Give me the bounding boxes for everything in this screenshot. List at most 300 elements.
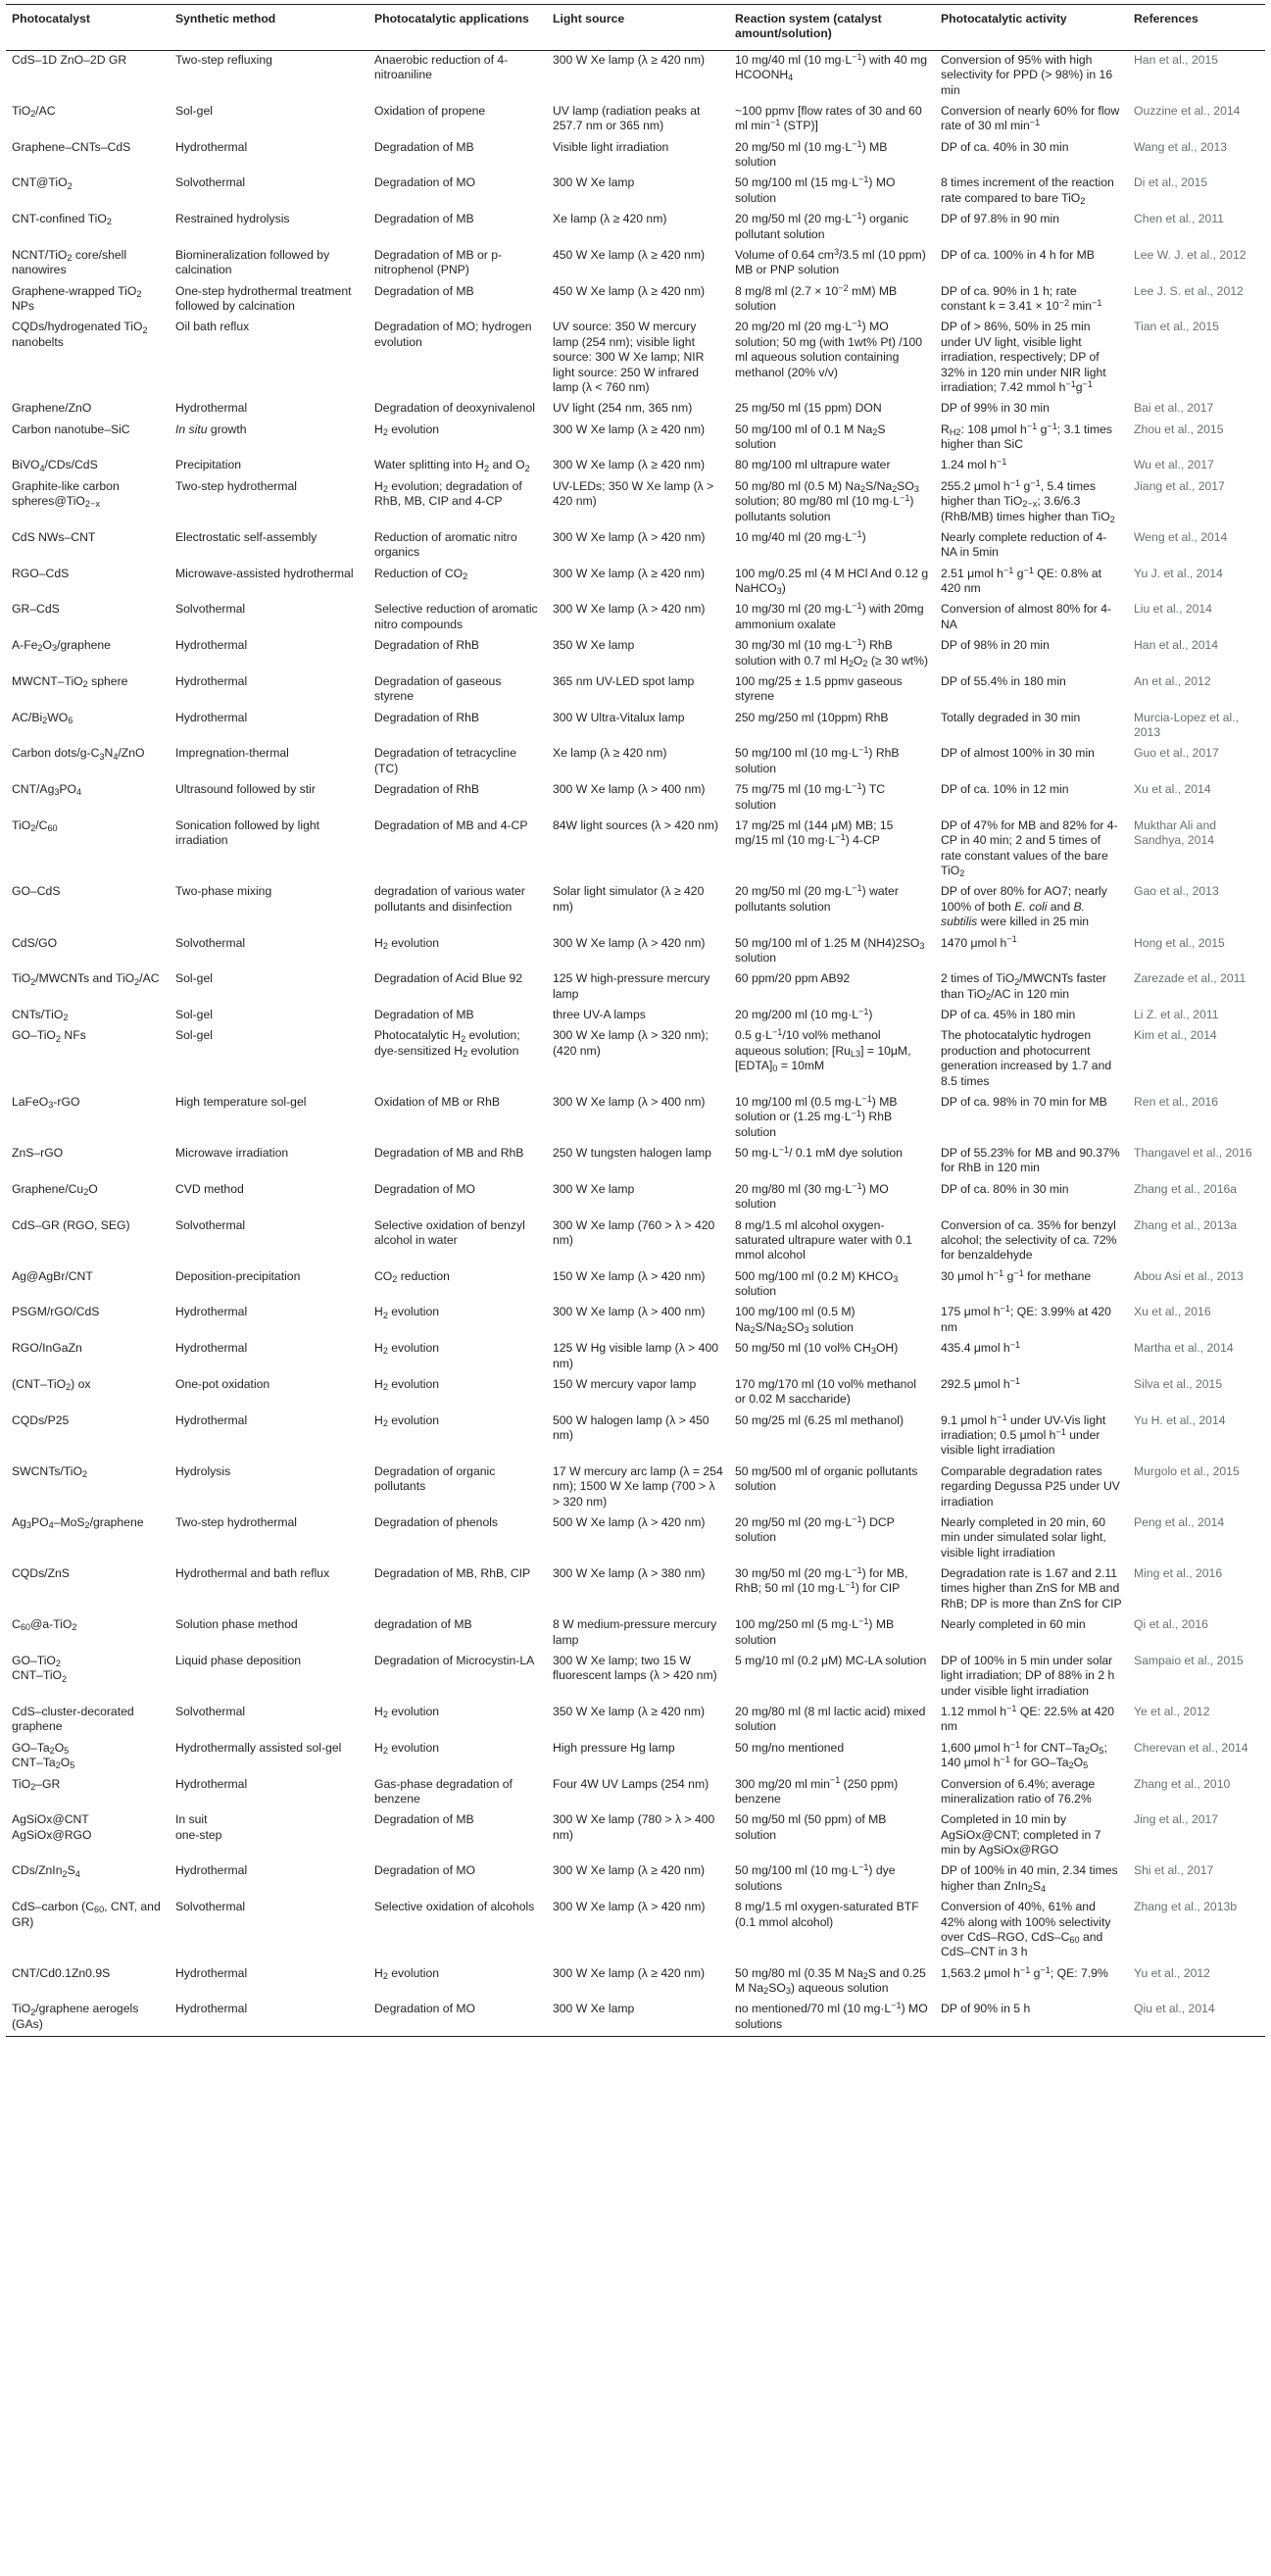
cell-reaction-system: ~100 ppmv [flow rates of 30 and 60 ml $\min^{-1} (STP)$] xyxy=(735,103,922,133)
cell-photocatalyst: CNT-confined TiO$_2$ xyxy=(12,212,112,227)
cell-photocatalyst: $GO-Ta_2O_5$ CNT–$Ta_2O_5$ xyxy=(12,1740,75,1771)
table-row xyxy=(6,1775,1265,1811)
cell-light-source: 8 W medium-pressure mercury lamp xyxy=(553,1617,717,1647)
table-row xyxy=(6,565,1265,601)
cell-applications: $H_2$ evolution; degradation of RhB, MB, CIP and 4-CP xyxy=(374,478,522,509)
cell-reference: Yu H. et al., 2014 xyxy=(1134,1412,1226,1427)
cell-applications: Selective oxidation of alcohols xyxy=(374,1900,535,1914)
cell-reaction-system: 10 mg/100 ml (0.5 $mg\cdot L^{-1}$) MB solution or (1.25 $mg\cdot L^{-1}$) RhB solution xyxy=(735,1093,898,1139)
cell-applications: Degradation of Microcystin-LA xyxy=(374,1653,535,1667)
cell-activity: 1.24 mol $h^{-1}$ xyxy=(941,457,1007,472)
table-row xyxy=(6,934,1265,970)
table-row xyxy=(6,1375,1265,1412)
cell-light-source: 300 W Xe lamp (λ > 420 nm) xyxy=(553,1900,706,1914)
cell-activity: Conversion of nearly 60% for flow rate of 30 ml $\min^{-1}$ xyxy=(941,103,1120,133)
cell-applications: Degradation of MO xyxy=(368,2000,547,2036)
cell-synthetic-method: Microwave-assisted hydrothermal xyxy=(175,566,354,580)
cell-light-source: Xe lamp (λ ≥ 420 nm) xyxy=(553,746,667,761)
cell-applications: Degradation of RhB xyxy=(374,710,480,724)
cell-applications: degradation of MB xyxy=(374,1617,472,1632)
cell-light-source: 365 nm UV-LED spot lamp xyxy=(553,673,695,688)
cell-synthetic-method: Hydrolysis xyxy=(175,1463,231,1478)
cell-reaction-system: 20 mg/80 ml (8 ml lactic acid) mixed solution xyxy=(735,1705,926,1734)
cell-reference: Li Z. et al., 2011 xyxy=(1134,1008,1219,1021)
cell-light-source: High pressure Hg lamp xyxy=(553,1740,675,1755)
cell-light-source: three UV-A lamps xyxy=(553,1008,646,1021)
cell-synthetic-method: Liquid phase deposition xyxy=(175,1653,302,1667)
cell-synthetic-method: Two-step hydrothermal xyxy=(175,478,297,493)
cell-activity: 1470 μmol $h^{-1}$ xyxy=(941,934,1017,950)
cell-reaction-system: 20 mg/50 ml (20 $mg\cdot L^{-1}$) DCP solution xyxy=(735,1513,895,1545)
cell-applications: $H_2$ evolution xyxy=(374,1965,440,1981)
table-row xyxy=(6,1303,1265,1339)
cell-activity: DP of 100% in 5 min under solar light irradiation; DP of 88% in 2 h under visible light irradiation xyxy=(941,1653,1115,1698)
table-row xyxy=(6,456,1265,476)
cell-light-source: 450 W Xe lamp (λ ≥ 420 nm) xyxy=(553,283,706,298)
cell-synthetic-method: Solvothermal xyxy=(175,175,246,190)
header-light-source: Light source xyxy=(547,5,729,51)
cell-light-source: 17 W mercury arc lamp (λ = 254 nm); 1500 W Xe lamp (700 > λ > 320 nm) xyxy=(553,1463,723,1509)
cell-photocatalyst: Graphite-like carbon spheres@TiO$_{2-x}$ xyxy=(12,478,120,510)
cell-activity: 1.12 mmol $h^{-1}$ QE: 22.5% at 420 nm xyxy=(941,1703,1115,1734)
cell-reference: Lee W. J. et al., 2012 xyxy=(1134,247,1247,262)
cell-photocatalyst: CNT/Cd0.1Zn0.9S xyxy=(12,1965,111,1980)
cell-reference: Guo et al., 2017 xyxy=(1134,746,1219,761)
cell-reaction-system: 25 mg/50 ml (15 ppm) DON xyxy=(735,401,882,416)
cell-light-source: UV lamp (radiation peaks at 257.7 nm or 365 nm) xyxy=(553,103,701,133)
cell-activity: Conversion of 6.4%; average mineralization ratio of 76.2% xyxy=(941,1776,1096,1806)
cell-synthetic-method: Hydrothermal xyxy=(175,1965,248,1980)
cell-reaction-system: 50 mg/500 ml of organic pollutants solution xyxy=(735,1463,918,1494)
cell-reaction-system: 60 ppm/20 ppm AB92 xyxy=(735,971,851,986)
cell-activity: $R_{H2}$: 108 μmol $h^{-1}$ $g^{-1}$; 3.1 times higher than SiC xyxy=(941,421,1113,451)
cell-reference: Sampaio et al., 2015 xyxy=(1134,1653,1244,1667)
cell-photocatalyst: CNT/$Ag_3PO_4$ xyxy=(12,782,82,798)
cell-activity: 30 μmol $h^{-1}$ $g^{-1}$ for methane xyxy=(941,1267,1092,1283)
cell-photocatalyst: CQDs/hydrogenated TiO$_2$ nanobelts xyxy=(12,320,148,349)
cell-applications: $CO_2$ reduction xyxy=(374,1268,450,1284)
cell-photocatalyst: (CNT–TiO$_2$) ox xyxy=(12,1376,91,1393)
cell-reference: Tian et al., 2015 xyxy=(1134,320,1219,334)
header-reference: References xyxy=(1128,5,1265,51)
table-row xyxy=(6,1216,1265,1267)
cell-reaction-system: 0.5 $g\cdot L^{-1}/10$ vol% methanol aqueous solution; $[Ru_{L3}] = 10\mu M$, $[EDTA]_0 = 10mM$ xyxy=(735,1027,911,1074)
cell-reference: Zarezade et al., 2011 xyxy=(1134,971,1247,986)
cell-photocatalyst: Carbon nanotube–SiC xyxy=(12,421,130,436)
cell-synthetic-method: Hydrothermal xyxy=(175,1863,248,1878)
table-row xyxy=(6,882,1265,933)
table-row xyxy=(6,1739,1265,1775)
cell-reaction-system: 250 mg/250 ml (10ppm) RhB xyxy=(735,710,889,724)
cell-applications: Selective reduction of aromatic nitro compounds xyxy=(374,602,538,631)
cell-synthetic-method: Two-step hydrothermal xyxy=(175,1514,297,1529)
header-photocatalyst: Photocatalyst xyxy=(6,5,170,51)
cell-synthetic-method: Deposition-precipitation xyxy=(175,1268,301,1283)
cell-reference: Peng et al., 2014 xyxy=(1134,1514,1225,1529)
cell-applications: degradation of various water pollutants and disinfection xyxy=(374,884,525,914)
cell-light-source: 300 W Xe lamp xyxy=(553,175,635,190)
cell-reference: Hong et al., 2015 xyxy=(1134,935,1225,950)
cell-applications: Degradation of RhB xyxy=(374,782,480,797)
table-row xyxy=(6,528,1265,565)
cell-light-source: Four 4W UV Lamps (254 nm) xyxy=(553,1776,709,1791)
cell-reaction-system: 20 mg/50 ml (10 $mg\cdot L^{-1}$) MB solution xyxy=(735,138,888,169)
table-row xyxy=(6,282,1265,319)
cell-reference: Zhang et al., 2013b xyxy=(1134,1900,1238,1914)
photocatalyst-table xyxy=(6,4,1265,2037)
cell-photocatalyst: CdS–1D ZnO–2D GR xyxy=(12,52,127,67)
cell-synthetic-method: CVD method xyxy=(175,1181,244,1196)
cell-synthetic-method: Oil bath reflux xyxy=(175,320,250,334)
table-row xyxy=(6,1462,1265,1513)
cell-reference: Bai et al., 2017 xyxy=(1134,401,1214,416)
cell-reaction-system: 170 mg/170 ml (10 vol% methanol or 0.02 M saccharide) xyxy=(735,1376,916,1407)
cell-light-source: Solar light simulator (λ ≥ 420 nm) xyxy=(553,884,705,914)
cell-reference: Shi et al., 2017 xyxy=(1134,1863,1214,1878)
cell-light-source: Visible light irradiation xyxy=(553,139,669,154)
cell-activity: 292.5 μmol $h^{-1}$ xyxy=(941,1375,1021,1391)
cell-reference: Qiu et al., 2014 xyxy=(1128,2000,1265,2036)
cell-applications: Degradation of MO; hydrogen evolution xyxy=(374,320,532,349)
cell-reaction-system: 80 mg/100 ml ultrapure water xyxy=(735,458,891,472)
cell-photocatalyst: CdS–cluster-decorated graphene xyxy=(12,1705,134,1734)
cell-photocatalyst: GO–TiO$_2$ CNT–TiO$_2$ xyxy=(12,1653,68,1684)
cell-photocatalyst: MWCNT–TiO$_2$ sphere xyxy=(12,673,128,690)
cell-photocatalyst: CNT@TiO$_2$ xyxy=(12,175,73,191)
cell-light-source: 300 W Ultra-Vitalux lamp xyxy=(553,710,685,724)
cell-reference: Ye et al., 2012 xyxy=(1134,1705,1210,1718)
cell-photocatalyst: LaFeO$_3$-rGO xyxy=(12,1094,80,1111)
cell-photocatalyst: CDs/$ZnIn_2S_4$ xyxy=(12,1863,80,1879)
cell-photocatalyst: CdS–GR (RGO, SEG) xyxy=(12,1217,130,1232)
cell-reaction-system: 100 mg/100 ml (0.5 M) $Na_2S/Na_2SO_3$ solution xyxy=(735,1305,855,1336)
cell-applications: Gas-phase degradation of benzene xyxy=(374,1776,513,1806)
cell-activity: Conversion of ca. 35% for benzyl alcohol; the selectivity of ca. 72% for benzaldehyde xyxy=(941,1217,1117,1263)
cell-activity: DP of 55.23% for MB and 90.37% for RhB in 120 min xyxy=(941,1146,1120,1175)
cell-reference: Wang et al., 2013 xyxy=(1134,139,1228,154)
cell-applications: Degradation of MO xyxy=(374,1181,475,1196)
cell-photocatalyst: AgSiOx@CNT AgSiOx@RGO xyxy=(12,1812,92,1842)
cell-light-source: 300 W Xe lamp (λ ≥ 420 nm) xyxy=(553,1863,706,1878)
cell-photocatalyst: GO–CdS xyxy=(12,884,61,899)
cell-synthetic-method: Two-phase mixing xyxy=(175,884,272,899)
cell-activity: 2.51 μmol $h^{-1}$ $g^{-1}$ QE: 0.8% at 420 nm xyxy=(941,565,1102,595)
cell-activity: Conversion of 40%, 61% and 42% along with 100% selectivity over CdS–RGO, CdS–$C_{60}$ and CdS–CNT in 3 h xyxy=(941,1900,1111,1959)
table-row xyxy=(6,1026,1265,1093)
cell-applications: $H_2$ evolution xyxy=(374,1305,440,1320)
cell-synthetic-method: Hydrothermal and bath reflux xyxy=(175,1566,330,1580)
cell-reaction-system: 50 mg/100 ml (15 $mg\cdot L^{-1}$) MO solution xyxy=(735,174,896,205)
table-row xyxy=(6,1267,1265,1304)
cell-photocatalyst: NCNT/TiO$_2$ core/shell nanowires xyxy=(12,247,127,277)
cell-reaction-system: 50 $mg\cdot L^{-1}/$ 0.1 mM dye solution xyxy=(735,1144,903,1160)
cell-activity: Conversion of 95% with high selectivity for PPD (> 98%) in 16 min xyxy=(941,52,1113,97)
cell-activity: Conversion of almost 80% for 4-NA xyxy=(941,602,1112,631)
cell-activity: 8 times increment of the reaction rate compared to bare TiO$_2$ xyxy=(941,175,1114,207)
table-row xyxy=(6,1615,1265,1652)
cell-reference: Ren et al., 2016 xyxy=(1134,1094,1219,1109)
cell-photocatalyst: $A-Fe_2O_3$/graphene xyxy=(12,638,111,654)
cell-reaction-system: 50 mg/80 ml (0.35 M $Na_2S$ and 0.25 M $Na_2SO_3$) aqueous solution xyxy=(735,1965,926,1997)
cell-applications: Degradation of MO xyxy=(374,1863,475,1878)
cell-synthetic-method: Solvothermal xyxy=(175,602,246,617)
table-row xyxy=(6,210,1265,246)
cell-activity: DP of ca. 80% in 30 min xyxy=(941,1181,1069,1196)
cell-photocatalyst: Graphene-wrapped TiO$_2$ NPs xyxy=(12,283,142,313)
cell-light-source: Xe lamp (λ ≥ 420 nm) xyxy=(553,212,667,226)
cell-activity: 1,600 μmol $h^{-1}$ for CNT–$Ta_2O_5$; 140 μmol $h^{-1}$ for $GO-Ta_2O_5$ xyxy=(941,1739,1107,1771)
cell-photocatalyst: $AC/Bi_2WO_6$ xyxy=(12,710,73,725)
cell-activity: Nearly completed in 60 min xyxy=(941,1617,1086,1632)
table-row xyxy=(6,173,1265,210)
cell-reference: Yu J. et al., 2014 xyxy=(1134,566,1223,580)
cell-light-source: 150 W mercury vapor lamp xyxy=(553,1376,697,1391)
cell-synthetic-method: Hydrothermal xyxy=(175,1341,248,1356)
cell-reaction-system: 75 mg/75 ml (10 $mg\cdot L^{-1}$) TC solution xyxy=(735,781,886,812)
cell-applications: Degradation of MB xyxy=(374,139,474,154)
cell-applications: $H_2$ evolution xyxy=(374,1705,440,1720)
cell-light-source: 300 W Xe lamp (λ ≥ 420 nm) xyxy=(553,566,706,580)
cell-photocatalyst: CQDs/P25 xyxy=(12,1412,70,1427)
table-row xyxy=(6,1180,1265,1216)
cell-photocatalyst: RGO–CdS xyxy=(12,566,70,580)
cell-activity: DP of 99% in 30 min xyxy=(941,401,1050,416)
cell-reaction-system: 50 mg/100 ml of 0.1 M $Na_2S$ solution xyxy=(735,421,886,451)
cell-photocatalyst: Graphene/$Cu_2O$ xyxy=(12,1181,98,1198)
cell-applications: Degradation of MB xyxy=(374,283,474,298)
cell-light-source: 350 W Xe lamp (λ ≥ 420 nm) xyxy=(553,1705,706,1718)
cell-applications: Degradation of organic pollutants xyxy=(374,1463,496,1494)
cell-photocatalyst: TiO$_2$/AC xyxy=(12,103,56,120)
cell-reference: Silva et al., 2015 xyxy=(1134,1376,1223,1391)
cell-light-source: 300 W Xe lamp (760 > λ > 420 nm) xyxy=(553,1217,715,1247)
cell-reaction-system: 5 mg/10 ml (0.2 μM) MC-LA solution xyxy=(735,1653,927,1667)
cell-synthetic-method: Hydrothermally assisted sol-gel xyxy=(175,1740,342,1755)
cell-synthetic-method: In suit one-step xyxy=(175,1812,222,1842)
table-row xyxy=(6,780,1265,817)
cell-light-source: UV-LEDs; 350 W Xe lamp (λ > 420 nm) xyxy=(553,478,714,509)
cell-reaction-system: 10 mg/30 ml (20 $mg\cdot L^{-1}$) with 20mg ammonium oxalate xyxy=(735,601,924,631)
cell-reaction-system: 10 mg/40 ml (20 $mg\cdot L^{-1}$) xyxy=(735,528,866,544)
cell-synthetic-method: Hydrothermal xyxy=(175,673,248,688)
cell-photocatalyst: TiO$_2$/MWCNTs and TiO$_2$/AC xyxy=(12,971,160,987)
cell-reference: Lee J. S. et al., 2012 xyxy=(1134,283,1244,298)
cell-light-source: 300 W Xe lamp (780 > λ > 400 nm) xyxy=(553,1812,715,1842)
cell-activity: 1,563.2 μmol $h^{-1}$ $g^{-1}$; QE: 7.9% xyxy=(941,1964,1108,1980)
cell-activity: Completed in 10 min by AgSiOx@CNT; completed in 7 min by AgSiOx@RGO xyxy=(941,1812,1101,1857)
table-row xyxy=(6,1703,1265,1739)
cell-applications: $H_2$ evolution xyxy=(374,1376,440,1393)
table-row xyxy=(6,1898,1265,1964)
cell-reaction-system: 10 mg/40 ml (10 $mg\cdot L^{-1}$) with 40 mg $HCOONH_4$ xyxy=(735,51,928,83)
cell-synthetic-method: Microwave irradiation xyxy=(175,1146,289,1160)
table-row xyxy=(6,1810,1265,1861)
cell-synthetic-method: Electrostatic self-assembly xyxy=(175,529,318,544)
cell-reaction-system: 300 mg/20 ml $\min^{-1} (250$ ppm) benzene xyxy=(735,1775,899,1806)
cell-reference: Zhang et al., 2016a xyxy=(1134,1181,1238,1196)
cell-synthetic-method: Hydrothermal xyxy=(175,638,248,653)
cell-reaction-system: no mentioned/70 ml (10 $mg\cdot L^{-1}$) MO solutions xyxy=(729,2000,935,2036)
cell-activity: DP of ca. 40% in 30 min xyxy=(941,139,1069,154)
cell-light-source: 300 W Xe lamp; two 15 W fluorescent lamps (λ > 420 nm) xyxy=(553,1653,717,1683)
cell-light-source: UV light (254 nm, 365 nm) xyxy=(553,401,693,416)
cell-light-source: 300 W Xe lamp (λ > 400 nm) xyxy=(553,1094,706,1109)
cell-applications: Photocatalytic $H_2$ evolution; dye-sensitized $H_2$ evolution xyxy=(374,1028,520,1060)
cell-reaction-system: 20 mg/50 ml (20 $mg\cdot L^{-1}$) organic pollutant solution xyxy=(735,211,909,241)
cell-synthetic-method: Two-step refluxing xyxy=(175,52,272,67)
cell-applications: Degradation of MB and RhB xyxy=(374,1146,524,1160)
cell-applications: Selective oxidation of benzyl alcohol in water xyxy=(374,1217,525,1247)
cell-reaction-system: 8 mg/1.5 ml alcohol oxygen-saturated ultrapure water with 0.1 mmol alcohol xyxy=(735,1217,912,1263)
cell-applications: Degradation of RhB xyxy=(374,638,480,653)
cell-activity: DP of 90% in 5 h xyxy=(935,2000,1128,2036)
table-row xyxy=(6,636,1265,672)
cell-applications: $H_2$ evolution xyxy=(374,935,440,951)
cell-activity: DP of 100% in 40 min, 2.34 times higher than $ZnIn_2S_4$ xyxy=(941,1863,1118,1895)
table-header-row xyxy=(6,5,1265,51)
cell-activity: DP of over 80% for AO7; nearly 100% of both E. coli and B. subtilis were killed in 25 min xyxy=(941,884,1107,929)
cell-applications: Oxidation of MB or RhB xyxy=(374,1094,501,1109)
cell-photocatalyst: Graphene–CNTs–CdS xyxy=(12,139,131,154)
cell-synthetic-method: Hydrothermal xyxy=(175,1412,248,1427)
cell-light-source: 300 W Xe lamp xyxy=(547,2000,729,2036)
cell-applications: Degradation of MB xyxy=(374,1008,474,1021)
table-row xyxy=(6,744,1265,780)
cell-reaction-system: 20 mg/20 ml (20 $mg\cdot L^{-1}$) MO solution; 50 mg (with 1wt% Pt) /100 ml aqueous solution containing methanol (20% v/v) xyxy=(735,319,923,379)
cell-light-source: 300 W Xe lamp (λ > 420 nm) xyxy=(553,602,706,617)
cell-photocatalyst: RGO/InGaZn xyxy=(12,1341,82,1356)
cell-photocatalyst: CdS/GO xyxy=(12,935,58,950)
cell-activity: Totally degraded in 30 min xyxy=(941,710,1081,724)
table-row xyxy=(6,102,1265,138)
cell-activity: Comparable degradation rates regarding Degussa P25 under UV irradiation xyxy=(941,1463,1120,1509)
cell-light-source: 84W light sources (λ > 420 nm) xyxy=(553,817,719,832)
cell-photocatalyst: $TiO_2/C_{60}$ xyxy=(12,817,58,834)
cell-reference: An et al., 2012 xyxy=(1134,673,1211,688)
cell-synthetic-method: Solvothermal xyxy=(175,1900,246,1914)
cell-reference: Han et al., 2014 xyxy=(1134,638,1219,653)
cell-activity: 435.4 μmol $h^{-1}$ xyxy=(941,1340,1021,1356)
table-row xyxy=(6,1144,1265,1180)
table-row xyxy=(6,421,1265,457)
cell-reaction-system: 50 mg/80 ml (0.5 M) $Na_2S/Na_2SO_3$ solution; 80 mg/80 ml (10 $mg\cdot L^{-1}$) pollutants solution xyxy=(735,478,919,523)
cell-photocatalyst: Carbon dots/$g-C_3N_4$/ZnO xyxy=(12,746,145,762)
table-row xyxy=(6,1006,1265,1026)
cell-photocatalyst: CQDs/ZnS xyxy=(12,1566,70,1580)
cell-reference: Xu et al., 2016 xyxy=(1134,1305,1211,1319)
table-row xyxy=(6,709,1265,745)
cell-activity: DP of ca. 10% in 12 min xyxy=(941,782,1069,797)
table-row xyxy=(6,318,1265,399)
header-reaction-system: Reaction system (catalyst amount/solution) xyxy=(729,5,935,51)
header-activity: Photocatalytic activity xyxy=(935,5,1128,51)
cell-applications: Degradation of MB xyxy=(374,212,474,226)
cell-reaction-system: 20 mg/50 ml (20 $mg\cdot L^{-1}$) water pollutants solution xyxy=(735,883,899,914)
header-synthetic-method: Synthetic method xyxy=(170,5,368,51)
cell-reference: Yu et al., 2012 xyxy=(1134,1965,1210,1980)
cell-light-source: 300 W Xe lamp (λ ≥ 420 nm) xyxy=(553,1965,706,1980)
cell-reference: Martha et al., 2014 xyxy=(1134,1341,1234,1356)
cell-light-source: 300 W Xe lamp (λ ≥ 420 nm) xyxy=(553,421,706,436)
cell-reference: Jiang et al., 2017 xyxy=(1134,478,1225,493)
table-row xyxy=(6,1412,1265,1462)
cell-reaction-system: 500 mg/100 ml (0.2 M) $KHCO_3$ solution xyxy=(735,1268,899,1298)
cell-photocatalyst: ZnS–rGO xyxy=(12,1146,64,1160)
cell-photocatalyst: CNTs/TiO$_2$ xyxy=(12,1008,69,1023)
cell-activity: DP of ca. 90% in 1 h; rate constant $k = 3.41 \times 10^{-2}$ $\min^{-1}$ xyxy=(941,283,1102,313)
cell-activity: 175 μmol $h^{-1}$; QE: 3.99% at 420 nm xyxy=(941,1304,1111,1334)
cell-light-source: 300 W Xe lamp (λ ≥ 420 nm) xyxy=(553,52,706,67)
table-row xyxy=(6,817,1265,883)
cell-synthetic-method: Sol-gel xyxy=(175,1028,213,1043)
cell-reference: Zhang et al., 2013a xyxy=(1134,1217,1238,1232)
table-row xyxy=(6,1564,1265,1615)
cell-synthetic-method: Solution phase method xyxy=(175,1617,298,1632)
cell-photocatalyst: $Ag_3PO_4-MoS_2$/graphene xyxy=(12,1514,144,1531)
cell-synthetic-method: Solvothermal xyxy=(175,1217,246,1232)
cell-photocatalyst: CdS NWs–CNT xyxy=(12,529,96,544)
cell-reference: Gao et al., 2013 xyxy=(1134,884,1219,899)
table-row xyxy=(6,1093,1265,1144)
cell-activity: DP of 98% in 20 min xyxy=(941,638,1050,653)
cell-applications: Degradation of phenols xyxy=(374,1514,499,1529)
cell-light-source: 300 W Xe lamp (λ > 380 nm) xyxy=(553,1566,706,1580)
table-row xyxy=(6,1339,1265,1375)
cell-applications: $H_2$ evolution xyxy=(374,421,440,437)
cell-activity: Nearly completed in 20 min, 60 min under simulated solar light, visible light irradiation xyxy=(941,1514,1106,1560)
cell-synthetic-method: Hydrothermal xyxy=(175,1776,248,1791)
cell-reference: Zhou et al., 2015 xyxy=(1134,421,1224,436)
cell-light-source: 150 W Xe lamp (λ > 420 nm) xyxy=(553,1268,706,1283)
cell-applications: Degradation of MB xyxy=(374,1812,474,1827)
cell-reaction-system: 50 mg/100 ml (10 $mg\cdot L^{-1}$) dye solutions xyxy=(735,1862,896,1893)
cell-light-source: 450 W Xe lamp (λ ≥ 420 nm) xyxy=(553,247,706,262)
cell-activity: 2 times of TiO$_2$/MWCNTs faster than TiO$_2$/AC in 120 min xyxy=(941,971,1106,1002)
cell-light-source: 125 W high-pressure mercury lamp xyxy=(553,971,710,1001)
cell-applications: Reduction of aromatic nitro organics xyxy=(374,529,517,560)
cell-reference: Mukthar Ali and Sandhya, 2014 xyxy=(1134,817,1217,848)
cell-light-source: 250 W tungsten halogen lamp xyxy=(553,1146,711,1160)
cell-synthetic-method: Biomineralization followed by calcination xyxy=(175,247,330,277)
cell-reaction-system: 100 mg/0.25 ml (4 M HCl And 0.12 g NaHCO$_3$) xyxy=(735,566,929,597)
cell-reference: Qi et al., 2016 xyxy=(1134,1617,1208,1632)
cell-applications: Oxidation of propene xyxy=(374,103,486,118)
cell-light-source: 300 W Xe lamp xyxy=(553,1181,635,1196)
table-row xyxy=(6,50,1265,102)
cell-reference: Ming et al., 2016 xyxy=(1134,1566,1223,1580)
cell-light-source: 300 W Xe lamp (λ ≥ 420 nm) xyxy=(553,458,706,472)
cell-reaction-system: 50 mg/100 ml (10 $mg\cdot L^{-1}$) RhB solution xyxy=(735,745,900,775)
cell-synthetic-method: One-pot oxidation xyxy=(175,1376,270,1391)
cell-reference: Chen et al., 2011 xyxy=(1134,212,1224,226)
table-row xyxy=(6,600,1265,636)
cell-synthetic-method: Sonication followed by light irradiation xyxy=(175,817,320,848)
cell-light-source: 125 W Hg visible lamp (λ > 400 nm) xyxy=(553,1341,719,1370)
cell-applications: Degradation of MB and 4-CP xyxy=(374,817,528,832)
cell-reference: Murgolo et al., 2015 xyxy=(1134,1463,1240,1478)
cell-photocatalyst: GO–TiO$_2$ NFs xyxy=(12,1028,86,1044)
cell-synthetic-method: Restrained hydrolysis xyxy=(175,212,290,226)
cell-light-source: 300 W Xe lamp (λ > 420 nm) xyxy=(553,529,706,544)
cell-synthetic-method: Hydrothermal xyxy=(170,2000,368,2036)
cell-reaction-system: 50 mg/25 ml (6.25 ml methanol) xyxy=(735,1412,904,1427)
cell-light-source: 300 W Xe lamp (λ > 320 nm); (420 nm) xyxy=(553,1028,709,1058)
cell-photocatalyst: PSGM/rGO/CdS xyxy=(12,1305,100,1319)
cell-reaction-system: 50 mg/100 ml of 1.25 M $(NH4)2SO_3$ solution xyxy=(735,935,925,965)
cell-photocatalyst: Ag@AgBr/CNT xyxy=(12,1268,93,1283)
cell-light-source: 500 W halogen lamp (λ > 450 nm) xyxy=(553,1412,709,1442)
cell-reaction-system: 30 mg/30 ml (10 $mg\cdot L^{-1}$) RhB solution with 0.7 ml $H_2O_2$ (≥ 30 wt%) xyxy=(735,637,929,669)
